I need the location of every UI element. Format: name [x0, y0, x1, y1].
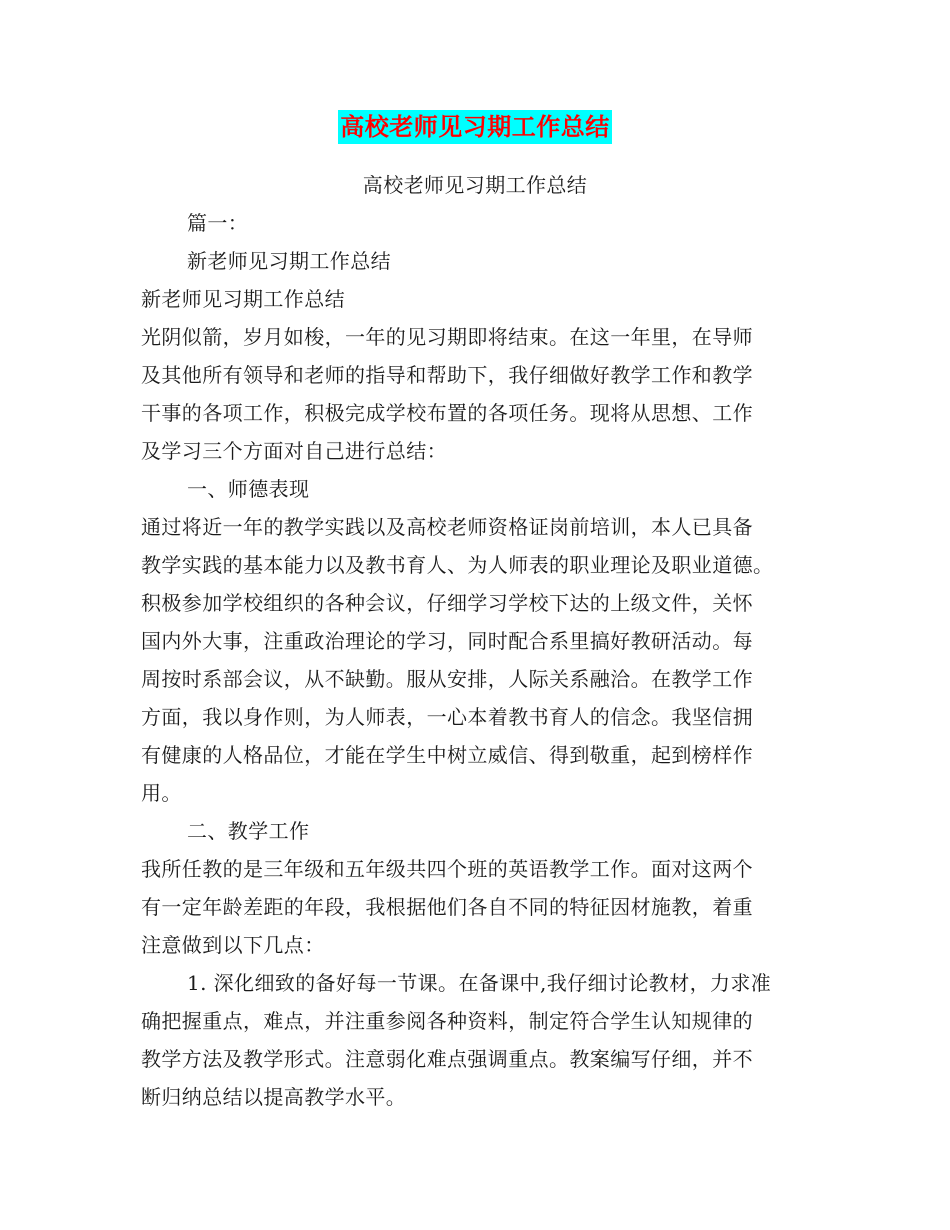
paragraph-line: 一、师德表现: [187, 477, 310, 501]
document-title: 高校老师见习期工作总结: [338, 110, 612, 144]
paragraph-line: 周按时系部会议，从不缺勤。服从安排，人际关系融洽。在教学工作: [141, 667, 753, 691]
paragraph-line: 注意做到以下几点：: [141, 933, 325, 957]
document-body: [141, 166, 809, 1116]
paragraph-line: 新老师见习期工作总结: [141, 287, 345, 311]
paragraph-line: 及学习三个方面对自己进行总结：: [141, 439, 447, 463]
paragraph-line: 断归纳总结以提高教学水平。: [141, 1085, 407, 1109]
paragraph-line: 教学方法及教学形式。注意弱化难点强调重点。教案编写仔细，并不: [141, 1047, 753, 1071]
title-container: [0, 110, 950, 144]
paragraph-line: 干事的各项工作，积极完成学校布置的各项任务。现将从思想、工作: [141, 401, 753, 425]
paragraph-line: 及其他所有领导和老师的指导和帮助下，我仔细做好教学工作和教学: [141, 363, 753, 387]
paragraph-line: 1. 深化细致的备好每一节课。在备课中,我仔细讨论教材，力求准: [187, 971, 772, 995]
paragraph-line: 我所任教的是三年级和五年级共四个班的英语教学工作。面对这两个: [141, 857, 753, 881]
paragraph-line: 篇一：: [187, 211, 249, 235]
paragraph-line: 高校老师见习期工作总结: [362, 173, 588, 197]
paragraph-line: 有健康的人格品位，才能在学生中树立威信、得到敬重，起到榜样作: [141, 743, 753, 767]
paragraph-line: 光阴似箭，岁月如梭，一年的见习期即将结束。在这一年里，在导师: [141, 325, 753, 349]
paragraph-line: 有一定年龄差距的年段，我根据他们各自不同的特征因材施教，着重: [141, 895, 753, 919]
paragraph-line: 二、教学工作: [187, 819, 310, 843]
paragraph-line: 国内外大事，注重政治理论的学习，同时配合系里搞好教研活动。每: [141, 629, 753, 653]
paragraph-line: 通过将近一年的教学实践以及高校老师资格证岗前培训，本人已具备: [141, 515, 753, 539]
paragraph-line: 教学实践的基本能力以及教书育人、为人师表的职业理论及职业道德。: [141, 553, 774, 577]
paragraph-line: 用。: [141, 781, 182, 805]
paragraph-line: 方面，我以身作则，为人师表，一心本着教书育人的信念。我坚信拥: [141, 705, 753, 729]
paragraph-line: 新老师见习期工作总结: [187, 249, 391, 273]
paragraph-line: 积极参加学校组织的各种会议，仔细学习学校下达的上级文件，关怀: [141, 591, 753, 615]
paragraph-line: 确把握重点，难点，并注重参阅各种资料，制定符合学生认知规律的: [141, 1009, 753, 1033]
